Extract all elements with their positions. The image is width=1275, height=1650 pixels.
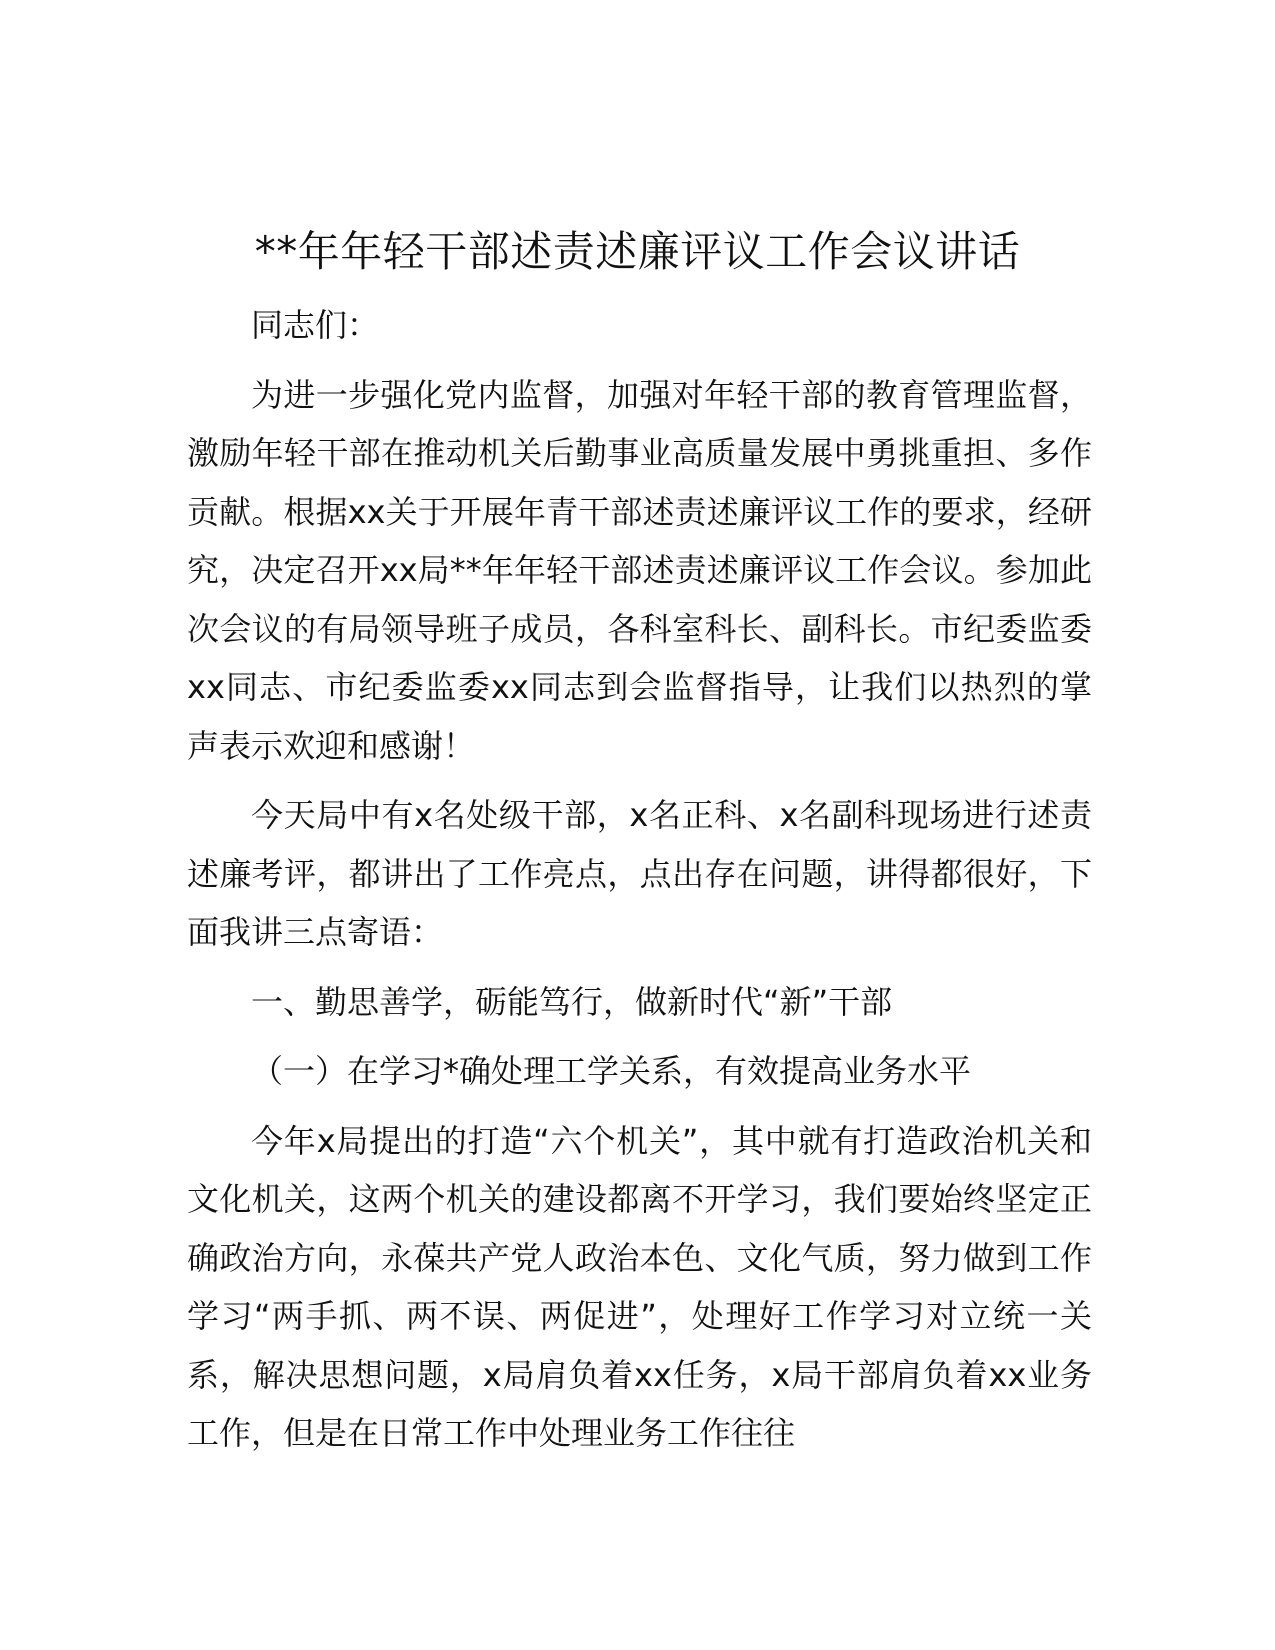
salutation-paragraph: 同志们： bbox=[251, 306, 380, 344]
body-paragraph: 今年x局提出的打造“六个机关”，其中就有打造政治机关和文化机关，这两个机关的建设都离不开学习，我们要始终坚定正确政治方向，永葆共产党人政治本色、文化气质，努力做到工作学习“两手抓、两不误、两促进”，处理好工作学习对立统一关系，解决思想问题，x局肩负着xx任务，x局干部肩负着xx业务工作，但是在日常工作中处理业务工作往往 bbox=[187, 1121, 1092, 1452]
document-title: **年年轻干部述责述廉评议工作会议讲话 bbox=[254, 227, 1021, 276]
intro-paragraph: 为进一步强化党内监督，加强对年轻干部的教育管理监督，激励年轻干部在推动机关后勤事业高质量发展中勇挑重担、多作贡献。根据xx关于开展年青干部述责述廉评议工作的要求，经研究，决定召开xx局**年年轻干部述责述廉评议工作会议。参加此次会议的有局领导班子成员，各科室科长、副科长。市纪委监委xx同志、市纪委监委xx同志到会监督指导，让我们以热烈的掌声表示欢迎和感谢！ bbox=[187, 375, 1092, 765]
section-heading: 一、勤思善学，砺能笃行，做新时代“新”干部 bbox=[251, 982, 893, 1021]
context-paragraph: 今天局中有x名处级干部，x名正科、x名副科现场进行述责述廉考评，都讲出了工作亮点，点出存在问题，讲得都很好，下面我讲三点寄语： bbox=[187, 796, 1092, 951]
document-body bbox=[187, 296, 1092, 1463]
subsection-heading: （一）在学习*确处理工学关系，有效提高业务水平 bbox=[251, 1052, 972, 1090]
